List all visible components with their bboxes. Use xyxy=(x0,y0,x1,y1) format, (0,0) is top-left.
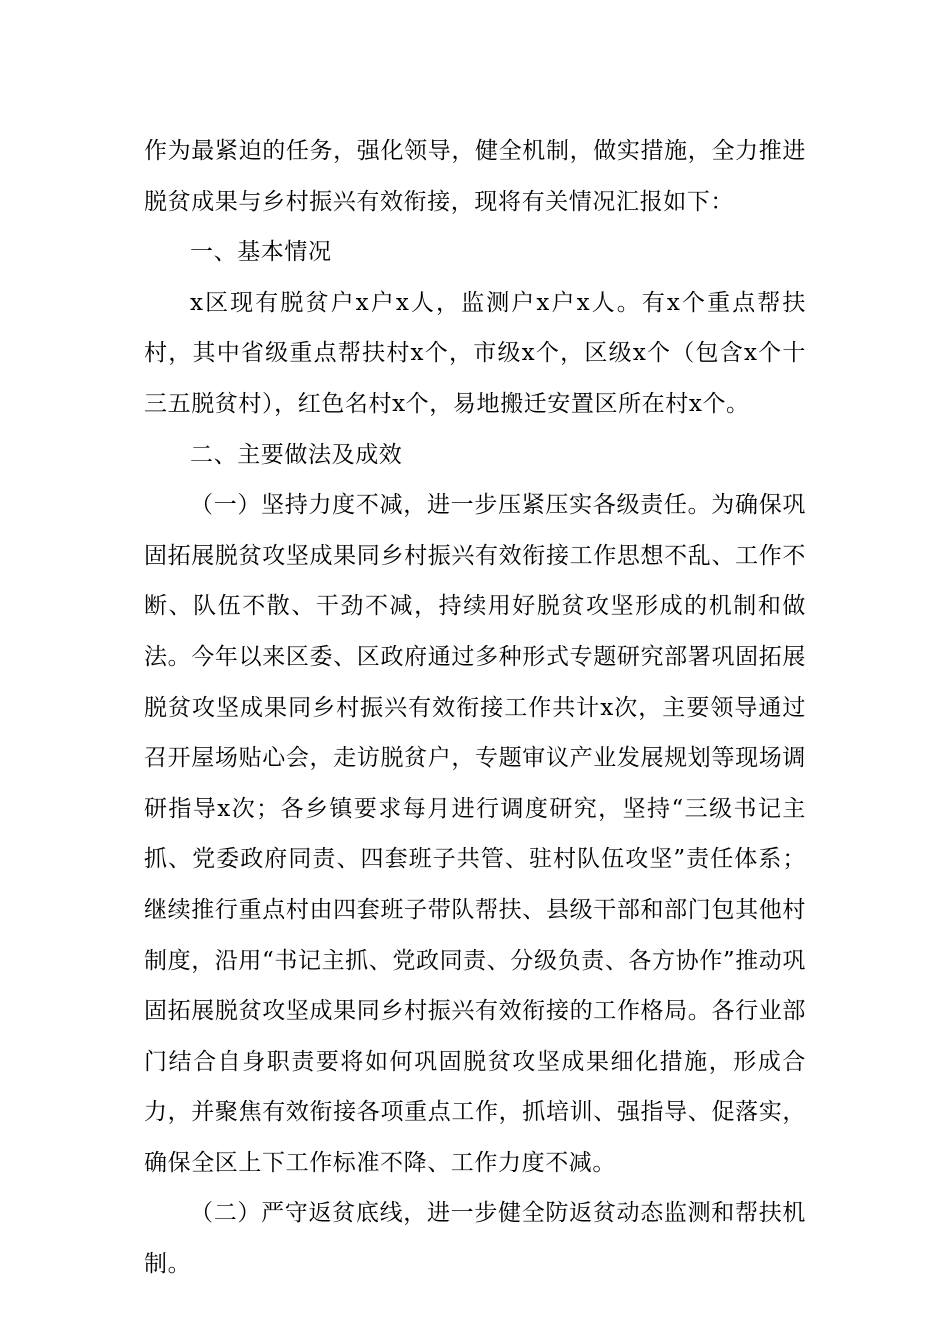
paragraph-intro-continuation: 作为最紧迫的任务，强化领导，健全机制，做实措施，全力推进脱贫成果与乡村振兴有效衔接，现将有关情况汇报如下： xyxy=(144,138,806,215)
section-heading-main-practices: 二、主要做法及成效 xyxy=(190,441,403,468)
paragraph-subsection-1: （一）坚持力度不减，进一步压紧压实各级责任。为确保巩固拓展脱贫攻坚成果同乡村振兴有效衔接工作思想不乱、工作不断、队伍不散、干劲不减，持续用好脱贫攻坚形成的机制和做法。今年以来区委、区政府通过多种形式专题研究部署巩固拓展脱贫攻坚成果同乡村振兴有效衔接工作共计x次，主要领导通过召开屋场贴心会，走访脱贫户，专题审议产业发展规划等现场调研指导x次；各乡镇要求每月进行调度研究，坚持“三级书记主抓、党委政府同责、四套班子共管、驻村队伍攻坚”责任体系；继续推行重点村由四套班子带队帮扶、县级干部和部门包其他村制度，沿用“书记主抓、党政同责、分级负责、各方协作”推动巩固拓展脱贫攻坚成果同乡村振兴有效衔接的工作格局。各行业部门结合自身职责要将如何巩固脱贫攻坚成果细化措施，形成合力，并聚焦有效衔接各项重点工作，抓培训、强指导、促落实，确保全区上下工作标准不降、工作力度不减。 xyxy=(144,492,806,1176)
document-body xyxy=(144,126,806,1290)
paragraph-basic-situation: x区现有脱贫户x户x人，监测户x户x人。有x个重点帮扶村，其中省级重点帮扶村x个，市级x个，区级x个（包含x个十三五脱贫村），红色名村x个，易地搬迁安置区所在村x个。 xyxy=(144,289,806,417)
section-heading-basic-situation: 一、基本情况 xyxy=(190,239,332,266)
paragraph-subsection-2: （二）严守返贫底线，进一步健全防返贫动态监测和帮扶机制。 xyxy=(144,1200,806,1278)
